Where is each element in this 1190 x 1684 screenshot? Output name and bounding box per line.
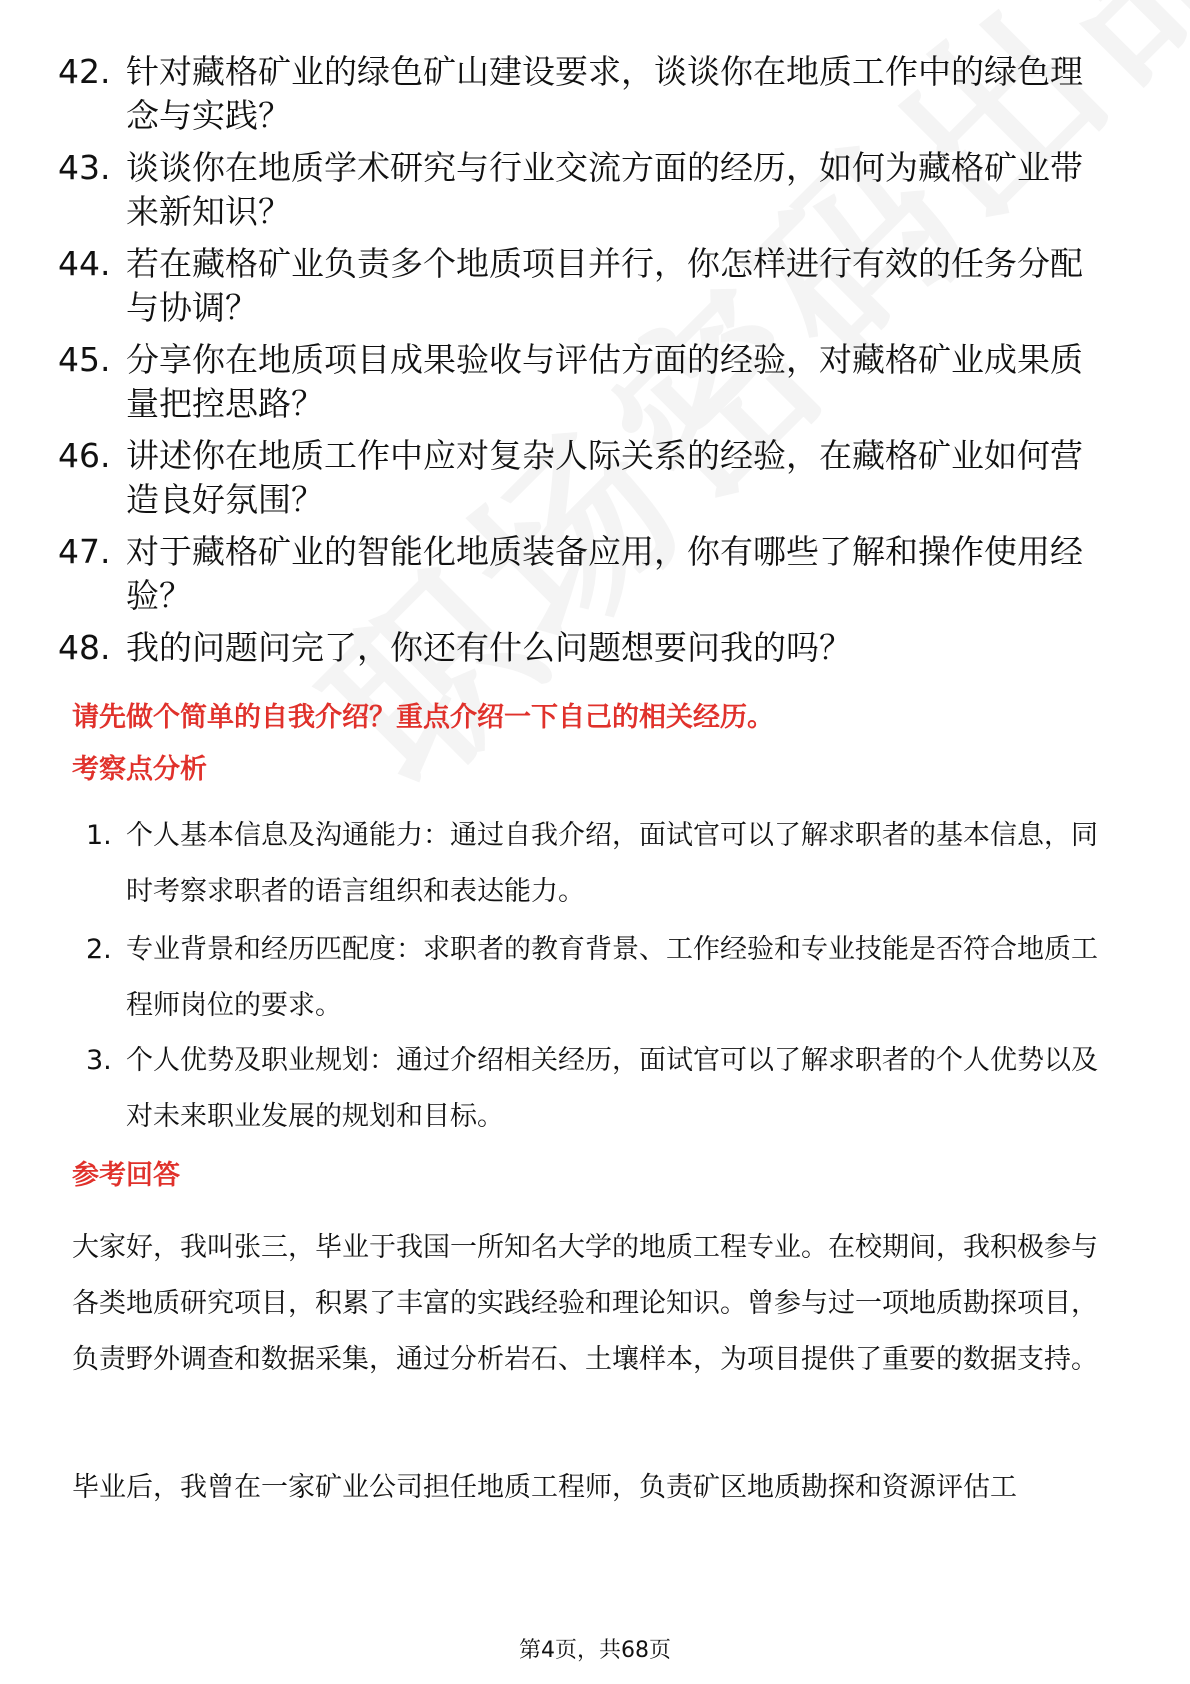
analysis-point-text: 专业背景和经历匹配度：求职者的教育背景、工作经验和专业技能是否符合地质工程师岗位的要求。 [126, 934, 1098, 1021]
question-text: 谈谈你在地质学术研究与行业交流方面的经历，如何为藏格矿业带来新知识？ [126, 148, 1083, 231]
analysis-point [86, 808, 1126, 920]
question-item [58, 338, 1138, 426]
answer-paragraph: 毕业后，我曾在一家矿业公司担任地质工程师，负责矿区地质勘探和资源评估工 [72, 1472, 1017, 1503]
analysis-point [86, 922, 1126, 1034]
question-item [58, 530, 1138, 618]
page-footer: 第4页，共68页 [519, 1638, 671, 1663]
question-text: 针对藏格矿业的绿色矿山建设要求，谈谈你在地质工作中的绿色理念与实践？ [126, 52, 1083, 135]
question-number: 48. [58, 628, 111, 667]
question-item [58, 146, 1138, 234]
question-number: 47. [58, 532, 111, 571]
question-text: 讲述你在地质工作中应对复杂人际关系的经验，在藏格矿业如何营造良好氛围？ [126, 436, 1083, 519]
analysis-point [86, 1033, 1126, 1145]
question-item [58, 434, 1138, 522]
question-number: 44. [58, 244, 111, 283]
question-number: 43. [58, 148, 111, 187]
question-text: 我的问题问完了，你还有什么问题想要问我的吗？ [126, 628, 852, 667]
section-title: 请先做个简单的自我介绍？重点介绍一下自己的相关经历。 [72, 702, 774, 733]
question-item [58, 626, 1138, 670]
analysis-point-text: 个人优势及职业规划：通过介绍相关经历，面试官可以了解求职者的个人优势以及对未来职业发展的规划和目标。 [126, 1045, 1098, 1132]
question-number: 42. [58, 52, 111, 91]
analysis-point-number: 1. [86, 820, 112, 851]
question-text: 对于藏格矿业的智能化地质装备应用，你有哪些了解和操作使用经验？ [126, 532, 1083, 615]
question-item [58, 242, 1138, 330]
analysis-heading: 考察点分析 [72, 754, 207, 785]
analysis-point-number: 2. [86, 934, 112, 965]
question-text: 若在藏格矿业负责多个地质项目并行，你怎样进行有效的任务分配与协调？ [126, 244, 1083, 327]
question-number: 46. [58, 436, 111, 475]
analysis-point-number: 3. [86, 1045, 112, 1076]
question-text: 分享你在地质项目成果验收与评估方面的经验，对藏格矿业成果质量把控思路？ [126, 340, 1083, 423]
answer-paragraph: 大家好，我叫张三，毕业于我国一所知名大学的地质工程专业。在校期间，我积极参与各类地质研究项目，积累了丰富的实践经验和理论知识。曾参与过一项地质勘探项目，负责野外调查和数据采集，通过分析岩石、土壤样本，为项目提供了重要的数据支持。 [72, 1232, 1098, 1375]
question-number: 45. [58, 340, 111, 379]
answer-heading: 参考回答 [72, 1160, 180, 1191]
question-item [58, 50, 1138, 138]
analysis-point-text: 个人基本信息及沟通能力：通过自我介绍，面试官可以了解求职者的基本信息，同时考察求职者的语言组织和表达能力。 [126, 820, 1098, 907]
